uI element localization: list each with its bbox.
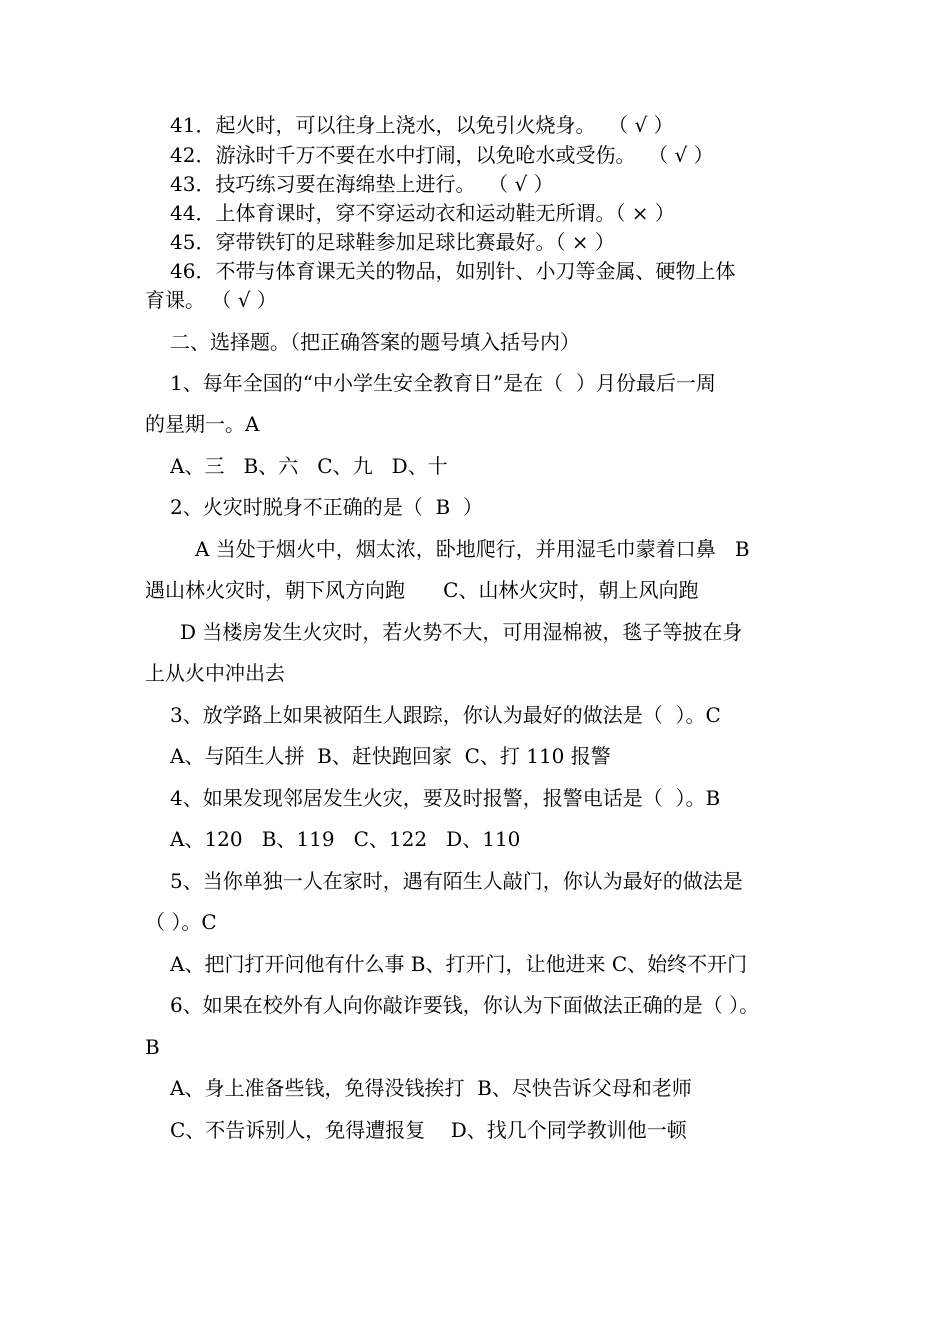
question-4-options: A、120 B、119 C、122 D、110 xyxy=(170,827,521,851)
judgement-item-45: 45．穿带铁钉的足球鞋参加足球比赛最好。（ × ） xyxy=(170,230,615,254)
judgement-item-43: 43．技巧练习要在海绵垫上进行。 （ √ ） xyxy=(170,172,554,196)
judgement-item-44: 44．上体育课时，穿不穿运动衣和运动鞋无所谓。（ × ） xyxy=(170,201,675,225)
section-title: 二、选择题。（把正确答案的题号填入括号内） xyxy=(170,330,580,354)
question-6-options-a-b: A、身上准备些钱，免得没钱挨打 B、尽快告诉父母和老师 xyxy=(170,1076,692,1100)
question-2: 2、火灾时脱身不正确的是（ B ） xyxy=(170,495,483,519)
question-1: 1、每年全国的“中小学生安全教育日”是在（ ）月份最后一周 xyxy=(170,371,716,395)
question-5-continued: （ ）。C xyxy=(145,910,217,934)
question-2-option-a: A 当处于烟火中，烟太浓，卧地爬行，并用湿毛巾蒙着口鼻 B xyxy=(195,537,750,561)
question-6-continued: B xyxy=(145,1035,160,1059)
question-5: 5、当你单独一人在家时，遇有陌生人敲门，你认为最好的做法是 xyxy=(170,869,743,893)
judgement-item-46: 46．不带与体育课无关的物品，如别针、小刀等金属、硬物上体 xyxy=(170,259,736,283)
judgement-item-41: 41．起火时，可以往身上浇水，以免引火烧身。 （ √ ） xyxy=(170,113,674,137)
question-2-option-d: D 当楼房发生火灾时，若火势不大，可用湿棉被，毯子等披在身 xyxy=(180,620,743,644)
judgement-item-42: 42．游泳时千万不要在水中打闹，以免呛水或受伤。 （ √ ） xyxy=(170,143,714,167)
judgement-item-46-continued: 育课。 （ √ ） xyxy=(145,288,277,312)
question-1-options: A、三 B、六 C、九 D、十 xyxy=(170,454,448,478)
question-6-options-c-d: C、不告诉别人，免得遭报复 D、找几个同学教训他一顿 xyxy=(170,1118,687,1142)
question-6: 6、如果在校外有人向你敲诈要钱，你认为下面做法正确的是（ ）。 xyxy=(170,993,760,1017)
question-2-option-b-c: 遇山林火灾时，朝下风方向跑 C、山林火灾时，朝上风向跑 xyxy=(145,578,699,602)
question-2-option-d-continued: 上从火中冲出去 xyxy=(145,661,285,685)
question-3: 3、放学路上如果被陌生人跟踪，你认为最好的做法是（ ）。C xyxy=(170,703,721,727)
question-5-options: A、把门打开问他有什么事 B、打开门，让他进来 C、始终不开门 xyxy=(170,952,748,976)
question-1-continued: 的星期一。A xyxy=(145,412,260,436)
question-4: 4、如果发现邻居发生火灾，要及时报警，报警电话是（ ）。B xyxy=(170,786,721,810)
question-3-options: A、与陌生人拼 B、赶快跑回家 C、打 110 报警 xyxy=(170,744,611,768)
